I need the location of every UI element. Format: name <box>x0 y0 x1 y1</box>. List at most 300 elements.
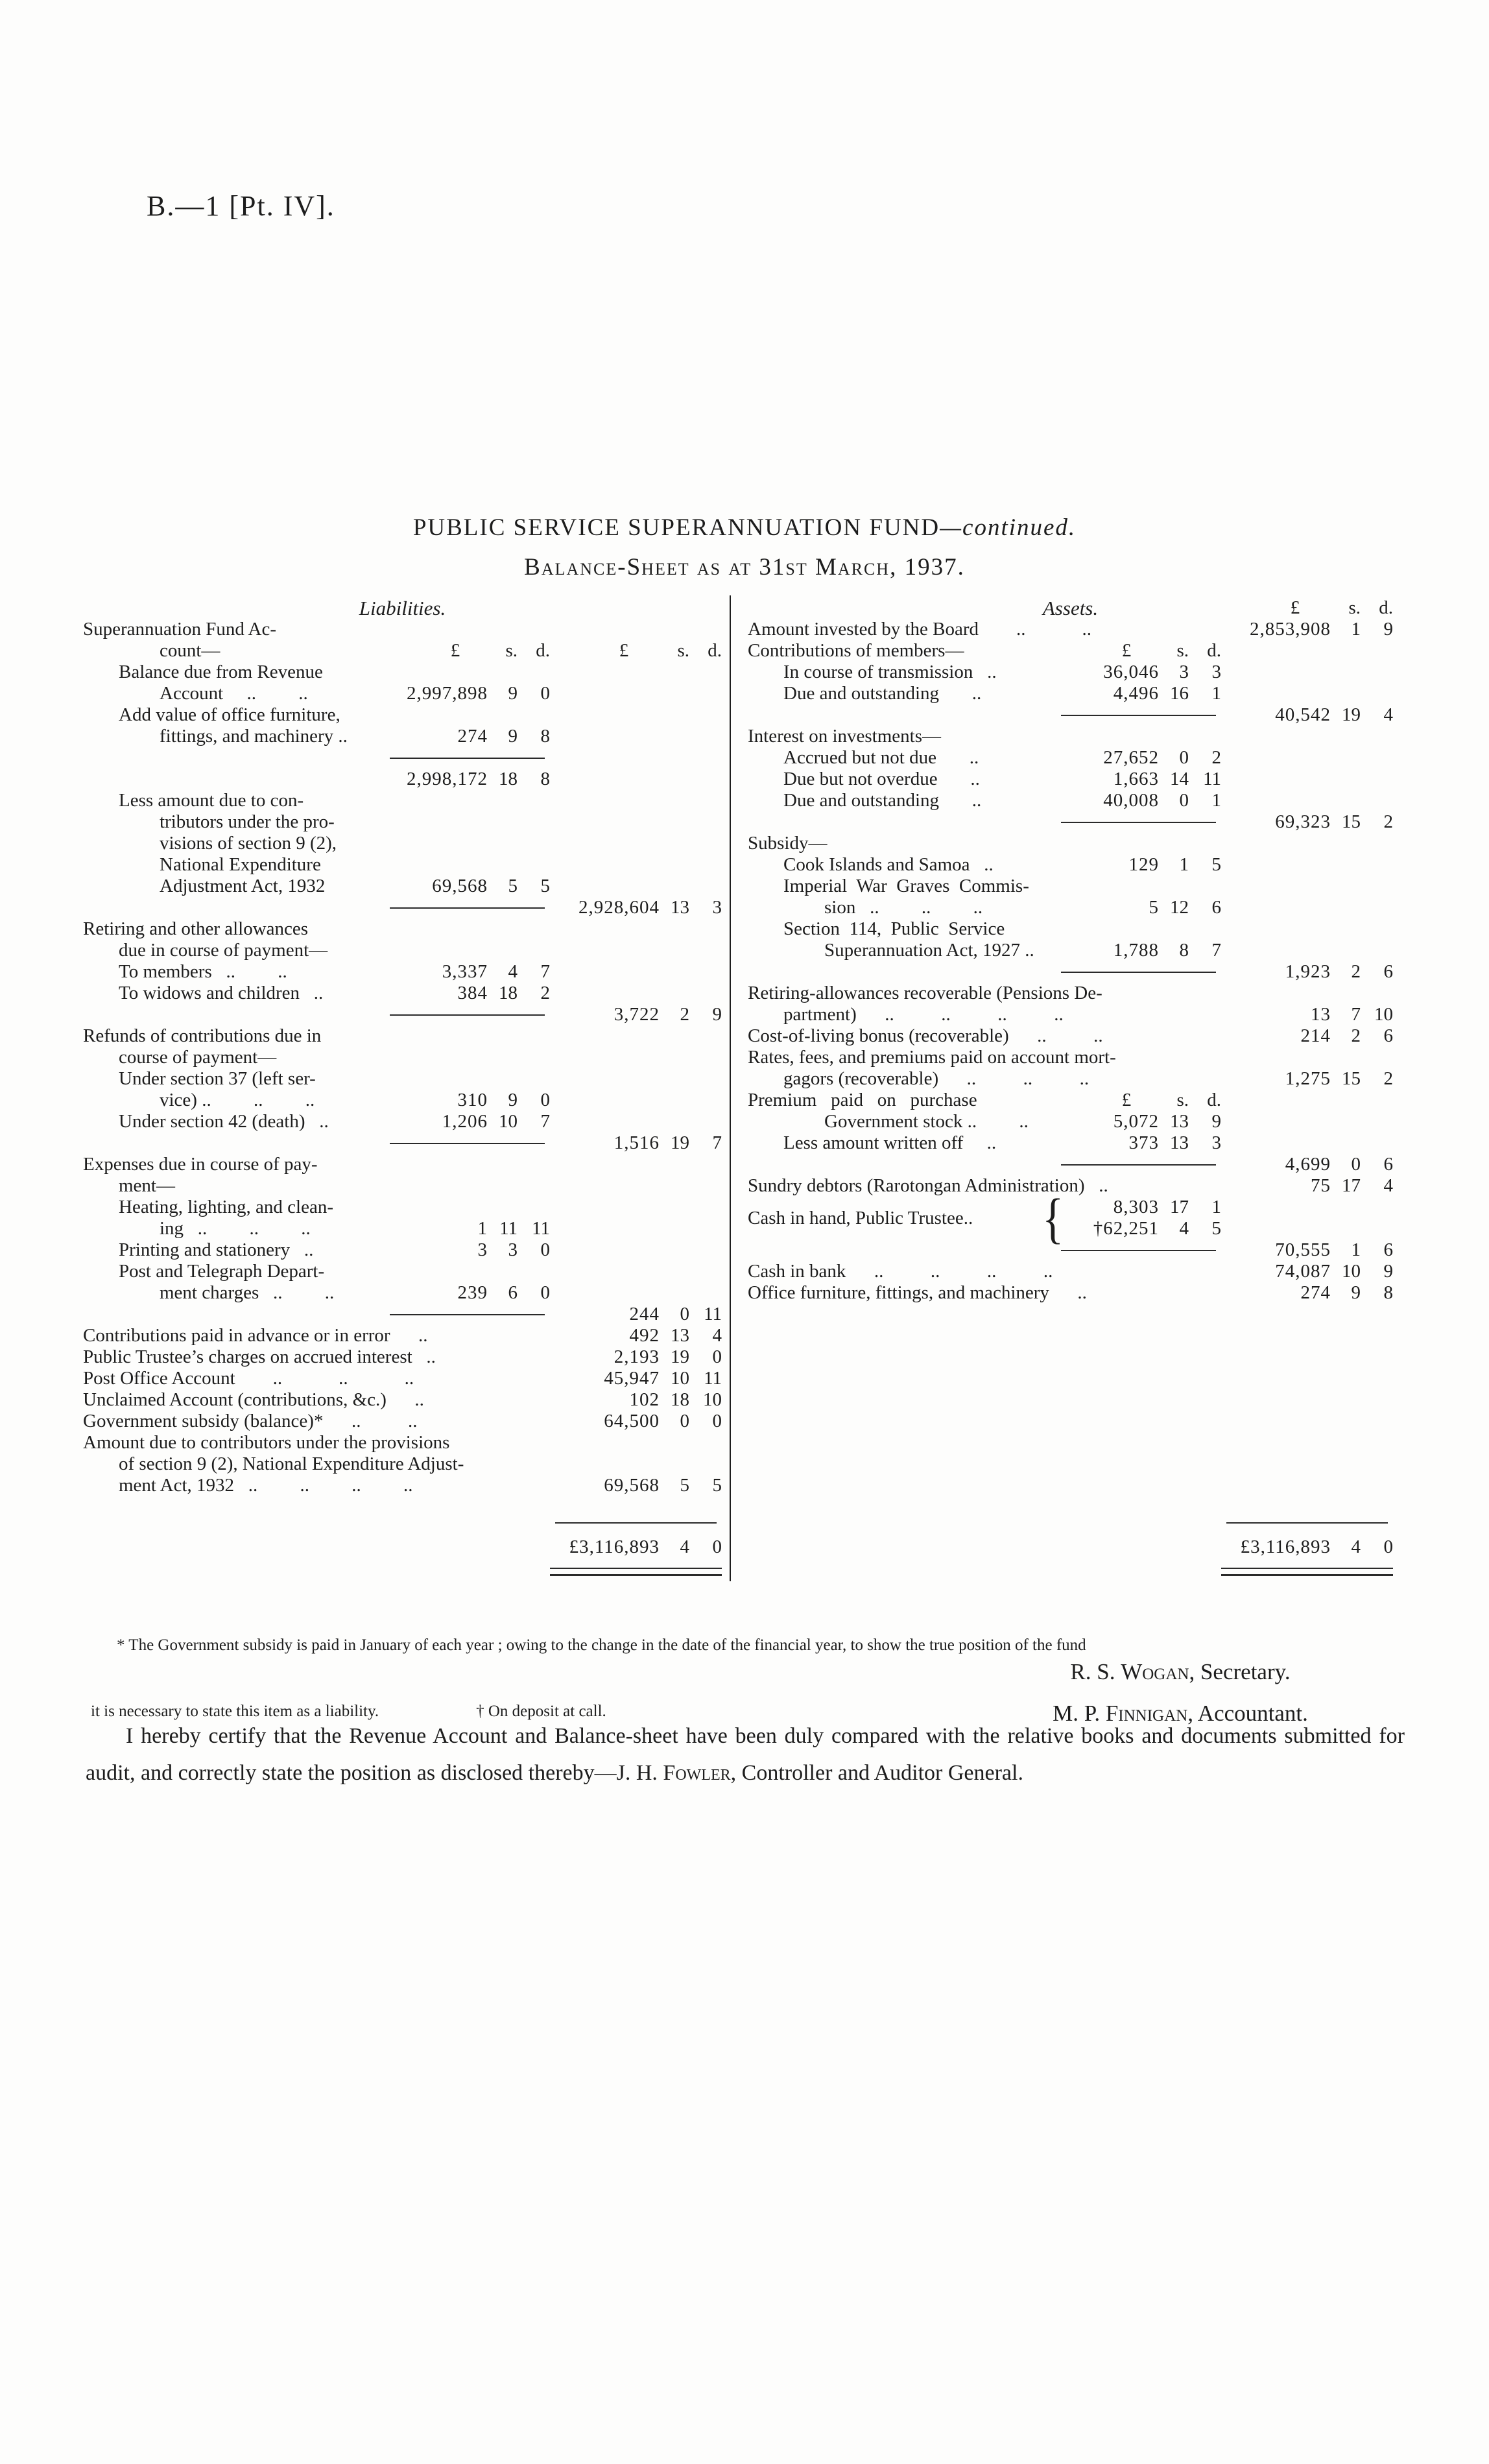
ledger-row <box>83 1346 722 1368</box>
amount <box>1056 854 1221 876</box>
ledger-row <box>83 983 722 1004</box>
balance-sheet <box>83 595 1406 1581</box>
ledger-row <box>748 854 1393 876</box>
currency-column-headers <box>385 640 550 662</box>
amount-pounds: 492 <box>629 1325 660 1346</box>
sum-rule <box>1056 822 1221 823</box>
amount-shillings: 18 <box>499 983 518 1003</box>
amount-shillings: 0 <box>1179 747 1189 768</box>
sum-rule <box>1056 972 1221 973</box>
ledger-label-line: ment Act, 1932 .. .. .. .. <box>119 1475 413 1496</box>
ledger-label-line: sion .. .. .. <box>824 897 983 918</box>
ledger-label-line: ing .. .. .. <box>160 1218 311 1239</box>
ledger-label-line: Cook Islands and Samoa .. <box>783 854 994 875</box>
amount-pounds: 5 <box>1149 897 1159 918</box>
ledger-label-line: Under section 37 (left ser- <box>119 1068 316 1089</box>
amount-pence: 5 <box>540 876 550 896</box>
rule-line <box>390 1314 545 1315</box>
ledger-label-line: ment— <box>119 1175 175 1196</box>
amount-pence: 6 <box>1383 1239 1393 1260</box>
sum-rule <box>1056 1164 1221 1166</box>
amount-pence: 11 <box>704 1304 722 1324</box>
amount-shillings: 0 <box>1179 790 1189 811</box>
ledger-row <box>748 961 1393 983</box>
rule-line <box>1061 822 1217 823</box>
ledger-label-line: course of payment— <box>119 1047 277 1068</box>
pounds-symbol: £ <box>1290 597 1301 618</box>
amount <box>1221 619 1393 640</box>
amount-shillings: 16 <box>1170 683 1189 704</box>
column-divider <box>730 595 731 1581</box>
ledger-label-line: Retiring-allowances recoverable (Pensions De- <box>748 983 1102 1003</box>
amount-shillings: 13 <box>1170 1111 1189 1132</box>
amount <box>550 1346 722 1368</box>
ledger-row <box>748 1261 1393 1282</box>
certification-paragraph <box>86 1717 1405 1791</box>
amount-pence: 4 <box>1383 704 1393 725</box>
ledger-row <box>83 1197 722 1239</box>
total-rule-row <box>83 1511 722 1535</box>
amount-shillings: 9 <box>1351 1282 1361 1303</box>
amount-shillings: 13 <box>671 1325 689 1346</box>
ledger-label-line: Due and outstanding .. <box>783 790 982 811</box>
amount-shillings: 19 <box>1342 704 1361 725</box>
pence-header: d. <box>1207 1090 1221 1110</box>
amount-shillings: 2 <box>1351 961 1361 982</box>
ledger-label-line: fittings, and machinery .. <box>160 726 348 747</box>
sum-rule <box>1056 715 1221 716</box>
ledger-label-line: Contributions paid in advance or in error .. <box>83 1325 428 1346</box>
amount-pence: 7 <box>540 1111 550 1132</box>
assets-column <box>748 595 1393 1581</box>
ledger-row <box>748 1025 1393 1047</box>
double-rule <box>1221 1568 1393 1581</box>
cash-in-hand-amounts <box>1040 1187 1221 1249</box>
pounds-symbol: £ <box>619 640 630 661</box>
sum-rule <box>385 758 550 759</box>
ledger-label-line: Subsidy— <box>748 833 828 854</box>
ledger-label <box>83 1025 550 1068</box>
ledger-label-line: Amount due to contributors under the provisions <box>83 1432 450 1453</box>
ledger-row <box>748 683 1393 704</box>
ledger-label-line: Add value of office furniture, <box>119 704 340 725</box>
amount-pence: 0 <box>540 683 550 704</box>
ledger-row <box>748 811 1393 833</box>
ledger-row <box>83 1132 722 1154</box>
amount-pounds: £3,116,893 <box>569 1537 660 1557</box>
column-heading-row <box>748 595 1393 619</box>
amount-pounds: 214 <box>1300 1025 1331 1046</box>
ledger-label-line: Adjustment Act, 1932 <box>160 876 326 896</box>
ledger-label <box>83 1368 550 1389</box>
signature-secretary <box>947 1651 1414 1693</box>
ledger-row <box>83 1432 722 1496</box>
amount-pounds: 4,699 <box>1285 1154 1331 1175</box>
amount <box>385 1218 550 1239</box>
amount-pence: 11 <box>1203 769 1221 789</box>
ledger-row <box>748 1282 1393 1304</box>
sum-rule <box>385 907 550 909</box>
total-row <box>83 1535 722 1558</box>
currency-column-headers <box>1221 597 1393 619</box>
amount-shillings: 0 <box>680 1411 689 1431</box>
ledger-label-line: Cost-of-living bonus (recoverable) .. .. <box>748 1025 1103 1046</box>
amount-pence: 8 <box>1383 1282 1393 1303</box>
amount <box>550 1411 722 1432</box>
ledger-label-line: Under section 42 (death) .. <box>119 1111 329 1132</box>
pounds-symbol: £ <box>1121 640 1132 661</box>
amount-shillings: 5 <box>680 1475 689 1496</box>
amount-pence: 2 <box>1383 811 1393 832</box>
amount <box>385 983 550 1004</box>
total-row <box>748 1535 1393 1558</box>
amount-pounds: 2,998,172 <box>407 769 488 789</box>
ledger-label-line: Balance due from Revenue <box>119 662 323 682</box>
amount-pounds: 239 <box>457 1282 488 1303</box>
ledger-label-line: Rates, fees, and premiums paid on account mort- <box>748 1047 1116 1068</box>
ledger-label-line: Amount invested by the Board .. .. <box>748 619 1092 640</box>
ledger-row <box>748 704 1393 726</box>
amount-shillings: 15 <box>1342 811 1361 832</box>
shillings-header: s. <box>1176 640 1189 661</box>
amount <box>1056 747 1221 769</box>
amount-shillings: 3 <box>1179 662 1189 682</box>
ledger-row <box>748 790 1393 811</box>
amount-shillings: 17 <box>1170 1197 1189 1217</box>
ledger-row <box>83 961 722 983</box>
brace-glyph: { <box>1042 1187 1064 1249</box>
ledger-label-line: Superannuation Act, 1927 .. <box>824 940 1034 961</box>
amount-pounds: 310 <box>457 1090 488 1110</box>
ledger-label <box>83 918 550 961</box>
amount <box>1056 1132 1221 1154</box>
ledger-label-line: of section 9 (2), National Expenditure Adjust- <box>119 1453 464 1474</box>
ledger-label-line: gagors (recoverable) .. .. .. <box>783 1068 1090 1089</box>
amount-pounds: 69,568 <box>432 876 488 896</box>
amount-pounds: £3,116,893 <box>1240 1537 1331 1557</box>
amount-shillings: 4 <box>508 961 518 982</box>
ledger-row <box>748 662 1393 683</box>
ledger-label-line: National Expenditure <box>160 854 321 875</box>
footnote-line-1: * The Government subsidy is paid in January of each year ; owing to the change in the date of the financial year, to show the true position of the fund <box>117 1636 1086 1654</box>
signature-secretary-name: Wogan <box>1121 1659 1189 1684</box>
amount-pounds: 1,923 <box>1285 961 1331 982</box>
ledger-label <box>748 1025 1221 1047</box>
amount-pence: 7 <box>1211 940 1221 961</box>
ledger-label <box>748 662 1056 683</box>
ledger-row <box>83 897 722 918</box>
amount-pence: 5 <box>1211 854 1221 875</box>
total-rule-row <box>748 1511 1393 1535</box>
ledger-label-line: Government subsidy (balance)* .. .. <box>83 1411 418 1431</box>
rule-line <box>1226 1522 1388 1524</box>
ledger-row <box>748 747 1393 769</box>
amount-pence: 9 <box>1383 619 1393 640</box>
amount-pence: 3 <box>712 897 722 918</box>
ledger-row <box>83 1261 722 1304</box>
double-rule-line <box>1221 1568 1393 1576</box>
amount-pounds: 1,275 <box>1285 1068 1331 1089</box>
amount-shillings: 17 <box>1342 1175 1361 1196</box>
ledger-label-line: Less amount due to con- <box>119 790 304 811</box>
ledger-row <box>83 1004 722 1025</box>
grand-total-amount <box>1221 1537 1393 1558</box>
amount-pounds: 27,652 <box>1103 747 1159 768</box>
amount-pence: 4 <box>1383 1175 1393 1196</box>
amount-pounds: 5,072 <box>1113 1111 1159 1132</box>
amount-shillings: 12 <box>1170 897 1189 918</box>
amount <box>1056 769 1221 790</box>
amount-pounds: 1,516 <box>613 1132 660 1153</box>
amount-pence: 9 <box>712 1004 722 1025</box>
amount-shillings: 10 <box>499 1111 518 1132</box>
amount <box>550 1132 722 1154</box>
amount-pounds: 1 <box>477 1218 488 1239</box>
amount-shillings: 14 <box>1170 769 1189 789</box>
amount-pence: 6 <box>1383 1025 1393 1046</box>
amount <box>1221 961 1393 983</box>
ledger-row <box>83 1325 722 1346</box>
ledger-label <box>83 1432 550 1496</box>
amount-pounds: 40,542 <box>1275 704 1331 725</box>
ledger-row <box>83 1111 722 1132</box>
ledger-label-line: Government stock .. .. <box>824 1111 1029 1132</box>
amount-pence: 0 <box>712 1411 722 1431</box>
rule-line <box>1061 715 1217 716</box>
ledger-label <box>83 1346 550 1368</box>
amount-pence: 8 <box>540 769 550 789</box>
amount-shillings: 18 <box>499 769 518 789</box>
amount-pence: 6 <box>1383 1154 1393 1175</box>
ledger-label-line: Sundry debtors (Rarotongan Administration) .. <box>748 1175 1108 1196</box>
amount-pounds: 1,788 <box>1113 940 1159 961</box>
total-block <box>83 1511 722 1581</box>
page-title <box>0 514 1489 542</box>
ledger-row <box>748 1132 1393 1154</box>
ledger-label-line: tributors under the pro- <box>160 811 335 832</box>
amount-pounds: 70,555 <box>1275 1239 1331 1260</box>
amount-pence: 5 <box>712 1475 722 1496</box>
ledger-label <box>83 1261 385 1304</box>
ledger-label <box>83 961 385 983</box>
amount-shillings: 19 <box>671 1132 689 1153</box>
amount <box>550 1389 722 1411</box>
ledger-label-line: Public Trustee’s charges on accrued interest .. <box>83 1346 436 1367</box>
sum-rule <box>385 1014 550 1016</box>
ledger-label-line: Due but not overdue .. <box>783 769 980 789</box>
ledger-label-line: Accrued but not due .. <box>783 747 979 768</box>
amount-shillings: 13 <box>1170 1132 1189 1153</box>
footnote-liability-note: it is necessary to state this item as a liability. <box>91 1703 379 1720</box>
ledger-label-line: Premium paid on purchase <box>748 1090 977 1110</box>
amount-shillings: 2 <box>1351 1025 1361 1046</box>
shillings-header: s. <box>1348 597 1361 618</box>
document-code: B.—1 [Pt. IV]. <box>147 190 335 222</box>
ledger-label-line: Refunds of contributions due in <box>83 1025 322 1046</box>
ledger-label <box>748 1175 1221 1197</box>
amount-pounds: 3 <box>477 1239 488 1260</box>
amount <box>385 1090 550 1111</box>
ledger-row <box>748 1047 1393 1090</box>
amount <box>1056 1111 1221 1132</box>
amount <box>550 897 722 918</box>
amount-pence: 8 <box>540 726 550 747</box>
amount-pence: 9 <box>1383 1261 1393 1282</box>
amount-pence: 2 <box>1383 1068 1393 1089</box>
amount-pounds: 373 <box>1128 1132 1159 1153</box>
column-heading: Liabilities. <box>359 597 446 619</box>
ledger-row <box>748 1154 1393 1175</box>
amount-pounds: 274 <box>1300 1282 1331 1303</box>
amount <box>1066 1197 1221 1218</box>
ledger-row <box>748 1175 1393 1197</box>
amount-pence: 3 <box>1211 1132 1221 1153</box>
amount-pence: 0 <box>712 1346 722 1367</box>
ledger-row <box>83 1368 722 1389</box>
ledger-label-line: vice) .. .. .. <box>160 1090 315 1110</box>
ledger-row <box>83 1025 722 1068</box>
rule-line <box>390 758 545 759</box>
ledger-label <box>83 1068 385 1111</box>
amount <box>1221 1004 1393 1025</box>
pence-header: d. <box>708 640 722 661</box>
ledger-row <box>748 876 1393 918</box>
ledger-label-line: Imperial War Graves Commis- <box>783 876 1029 896</box>
amount <box>1056 940 1221 961</box>
amount <box>1066 1218 1221 1239</box>
amount-pence: 2 <box>540 983 550 1003</box>
ledger-label-line: Due and outstanding .. <box>783 683 982 704</box>
amount <box>1221 1282 1393 1304</box>
ledger-label <box>748 769 1056 790</box>
ledger-label <box>83 1389 550 1411</box>
amount <box>550 1368 722 1389</box>
amount-pounds: 129 <box>1128 854 1159 875</box>
title-continued: —continued. <box>940 514 1077 541</box>
ledger-label-line: Cash in bank .. .. .. .. <box>748 1261 1053 1282</box>
amount <box>385 876 550 897</box>
ledger-label-line: Less amount written off .. <box>783 1132 997 1153</box>
ledger-label-line: Post Office Account .. .. .. <box>83 1368 414 1389</box>
ledger-row <box>748 640 1393 662</box>
column-heading-row <box>83 595 722 619</box>
brace-amounts <box>1066 1197 1221 1239</box>
signature-accountant-name: Finnigan <box>1105 1701 1188 1726</box>
amount-pence: 6 <box>1211 897 1221 918</box>
amount <box>1221 811 1393 833</box>
ledger-label <box>748 747 1056 769</box>
pounds-symbol: £ <box>450 640 461 661</box>
ledger-row <box>83 662 722 704</box>
ledger-row <box>83 704 722 747</box>
amount <box>550 1325 722 1346</box>
double-rule-line <box>550 1568 722 1576</box>
rule-line <box>1061 972 1217 973</box>
rule-line <box>555 1522 717 1524</box>
ledger-label <box>83 704 385 747</box>
ledger-label-line: Contributions of members— <box>748 640 964 661</box>
certification-text: I hereby certify that the Revenue Account and Balance-sheet have been duly compared with the relative books and documents submitted for audit, and correctly state the position as disclosed thereby—J. H. <box>86 1724 1405 1785</box>
signature-accountant-role: , Accountant. <box>1187 1701 1308 1726</box>
amount-pence: 0 <box>540 1090 550 1110</box>
grand-total-amount <box>550 1537 722 1558</box>
amount <box>1221 1154 1393 1175</box>
ledger-label <box>83 662 385 704</box>
amount-shillings: 9 <box>508 726 518 747</box>
amount-pounds: 2,853,908 <box>1250 619 1331 640</box>
ledger-row <box>83 1239 722 1261</box>
amount-shillings: 15 <box>1342 1068 1361 1089</box>
amount-pence: 5 <box>1211 1218 1221 1239</box>
amount-pounds: 102 <box>629 1389 660 1410</box>
amount-shillings: 10 <box>671 1368 689 1389</box>
amount-shillings: 7 <box>1351 1004 1361 1025</box>
amount <box>550 1475 722 1496</box>
ledger-label <box>83 1239 385 1261</box>
ledger-label <box>748 726 1221 747</box>
amount <box>385 961 550 983</box>
amount-shillings: 8 <box>1179 940 1189 961</box>
total-double-rule-row <box>748 1558 1393 1581</box>
amount-pounds: 69,323 <box>1275 811 1331 832</box>
ledger-label-line: Printing and stationery .. <box>119 1239 314 1260</box>
ledger-label-line: Expenses due in course of pay- <box>83 1154 318 1175</box>
ledger-label <box>83 790 385 897</box>
amount-shillings: 2 <box>680 1004 689 1025</box>
ledger-row <box>83 918 722 961</box>
amount-shillings: 3 <box>508 1239 518 1260</box>
amount <box>550 1304 722 1325</box>
ledger-label <box>748 619 1221 640</box>
shillings-header: s. <box>505 640 518 661</box>
amount-pence: 0 <box>1383 1537 1393 1557</box>
liabilities-column <box>83 595 722 1581</box>
amount-shillings: 0 <box>680 1304 689 1324</box>
amount-pounds: †62,251 <box>1093 1218 1159 1239</box>
amount-pounds: 274 <box>457 726 488 747</box>
amount-pounds: 75 <box>1311 1175 1331 1196</box>
amount <box>1056 683 1221 704</box>
amount-pence: 11 <box>704 1368 722 1389</box>
amount-shillings: 1 <box>1351 619 1361 640</box>
amount-shillings: 9 <box>508 683 518 704</box>
pence-header: d. <box>1379 597 1393 618</box>
ledger-row <box>83 769 722 790</box>
amount-shillings: 1 <box>1179 854 1189 875</box>
footnote-deposit-note: † On deposit at call. <box>476 1703 606 1720</box>
double-rule <box>550 1568 722 1581</box>
amount-pence: 0 <box>712 1537 722 1557</box>
amount-pounds: 1,206 <box>442 1111 488 1132</box>
ledger-label <box>83 619 385 662</box>
ledger-row <box>83 790 722 897</box>
amount <box>1221 704 1393 726</box>
amount <box>385 726 550 747</box>
ledger-label-line: Unclaimed Account (contributions, &c.) .. <box>83 1389 424 1410</box>
ledger-label-line: Section 114, Public Service <box>783 918 1005 939</box>
ledger-row <box>83 1389 722 1411</box>
amount-pence: 1 <box>1211 683 1221 704</box>
sum-rule <box>385 1314 550 1315</box>
amount <box>1056 790 1221 811</box>
amount <box>1221 1261 1393 1282</box>
total-double-rule-row <box>83 1558 722 1581</box>
amount <box>385 1282 550 1304</box>
amount-shillings: 4 <box>1179 1218 1189 1239</box>
amount-shillings: 9 <box>508 1090 518 1110</box>
rule-line <box>390 907 545 909</box>
amount-shillings: 0 <box>1351 1154 1361 1175</box>
